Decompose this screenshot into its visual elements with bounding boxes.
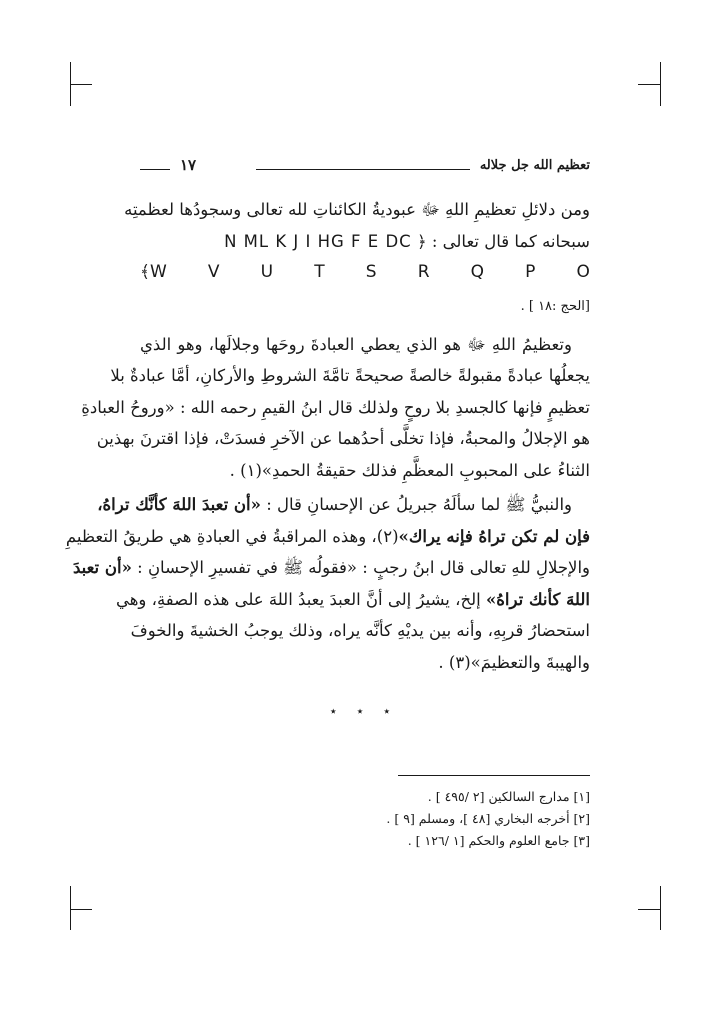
- footnote: [٢] أخرجه البخاري [٤٨ ]، ومسلم [٩ ] .: [386, 811, 590, 826]
- footnotes: [330, 786, 590, 852]
- text-line: هو الإجلالُ والمحبةُ، فإذا تخلَّى أحدُهما عن الآخرِ فسدَتْ، فإذا اقترنَ بهذين: [96, 429, 590, 448]
- quran-glyph-row: [140, 257, 590, 289]
- quran-glyph: O: [576, 262, 590, 282]
- section-separator: [330, 704, 390, 718]
- header-rule-right: [256, 169, 470, 170]
- text-run: والإجلالِ للهِ تعالى قال ابنُ رجبٍ : «فقولُه ﷺ في تفسيرِ الإحسانِ :: [131, 558, 590, 577]
- text-line: والهيبةَ والتعظيمَ»(٣) .: [438, 652, 590, 672]
- paragraph-1: [124, 194, 590, 323]
- text-line: تعظيمٍ فإنها كالجسدِ بلا روحٍ ولذلك قال ابنُ القيمِ رحمه الله : «وروحُ العبادةِ: [81, 397, 590, 417]
- footnote: [١] مدارج السالكين [٢ /٤٩٥ ] .: [427, 789, 590, 804]
- quran-glyph-run: N ML K J I HG F E DC: [224, 231, 412, 251]
- crop-mark-top-left-h: [70, 84, 92, 85]
- verse-reference: [الحج :١٨ ] .: [520, 298, 590, 314]
- quran-glyph: Q: [470, 262, 485, 282]
- page-body: [65, 194, 590, 678]
- quran-glyph: S: [365, 262, 377, 282]
- header-rule-left: [140, 169, 170, 170]
- crop-mark-bottom-left-v: [70, 886, 71, 930]
- text-line: [65, 521, 590, 553]
- hadith-quote: «أن تعبدَ: [72, 558, 132, 577]
- crop-mark-bottom-right-v: [660, 886, 661, 930]
- crop-mark-bottom-right-h: [638, 909, 660, 910]
- paragraph-2: [81, 329, 590, 487]
- separator-star-icon: ٭: [383, 704, 390, 718]
- text-line: [72, 552, 590, 584]
- hadith-quote: فإن لم تكن تراهُ فإنه يراك»: [398, 526, 590, 546]
- quran-glyph: U: [260, 262, 274, 282]
- quran-glyph: P: [525, 262, 536, 282]
- separator-star-icon: ٭: [356, 704, 364, 718]
- quran-glyph: T: [314, 262, 325, 282]
- text-run: (٢)، وهذه المراقبةُ في العبادةِ هي طريقُ التعظيمِ: [65, 526, 399, 546]
- hadith-quote: اللهَ كأنك تراهُ»: [485, 589, 590, 609]
- text-line: [97, 489, 590, 521]
- crop-mark-top-right-h: [638, 84, 660, 85]
- text-line: [115, 584, 590, 616]
- text-line: وتعظيمُ اللهِ ﷻ هو الذي يعطي العبادةَ روحَها وجلالَها، وهو الذي: [140, 334, 572, 354]
- quran-glyph: ﴾W: [140, 262, 167, 282]
- text-line: [140, 226, 590, 258]
- running-title: تعظيم الله جل جلاله: [479, 158, 590, 173]
- text-line: استحضارُ قربِهِ، وأنه بين يديْهِ كأنَّه يراه، وذلك يوجبُ الخشيةَ والخوفَ: [130, 621, 590, 640]
- text-run: والنبيُّ ﷺ لما سألَهُ جبريلُ عن الإحسانِ قال :: [260, 495, 572, 514]
- separator-star-icon: ٭: [330, 704, 337, 718]
- running-header: [140, 156, 590, 182]
- text-line: الثناءُ على المحبوبِ المعظَّمِ فذلك حقيقةُ الحمدِ»(١) .: [229, 460, 590, 480]
- hadith-quote: «أن تعبدَ اللهَ كأنَّك تراهُ،: [97, 495, 261, 514]
- text-line-arabic: سبحانه كما قال تعالى : ﴿: [416, 231, 590, 251]
- page-number: ١٧: [180, 156, 197, 174]
- quran-glyph: R: [417, 262, 430, 282]
- text-line: ومن دلائلِ تعظيمِ اللهِ ﷻ عبوديةُ الكائناتِ لله تعالى وسجودُها لعظمتِه: [124, 200, 590, 219]
- crop-mark-top-right-v: [660, 62, 661, 106]
- text-line: يجعلُها عبادةً مقبولةً خالصةً صحيحةً تامَّةَ الشروطِ والأركانِ، أمَّا عبادةٌ بلا: [110, 366, 590, 385]
- text-run: إلخ، يشيرُ إلى أنَّ العبدَ يعبدُ اللهَ على هذه الصفةِ، وهي: [115, 589, 486, 609]
- footnote-rule: [398, 775, 590, 776]
- footnote: [٣] جامع العلوم والحكم [١ /١٢٦ ] .: [407, 833, 590, 848]
- crop-mark-bottom-left-h: [70, 909, 92, 910]
- quran-glyph: V: [207, 262, 220, 282]
- paragraph-3: [65, 489, 590, 678]
